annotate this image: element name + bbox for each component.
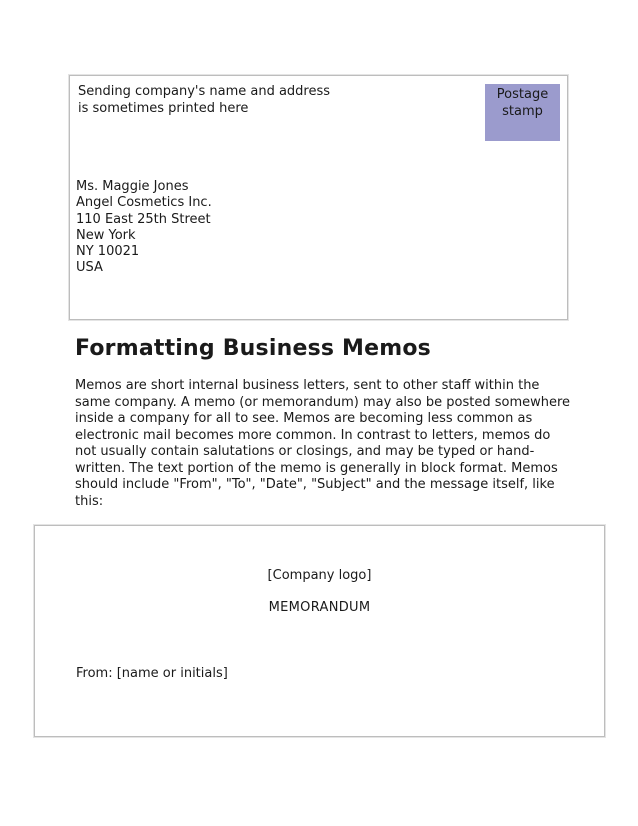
memo-example xyxy=(34,525,605,737)
address-line: New York xyxy=(76,227,136,243)
address-line: Angel Cosmetics Inc. xyxy=(76,195,212,211)
address-line: USA xyxy=(76,260,103,276)
recipient-address xyxy=(76,179,212,277)
address-line: NY 10021 xyxy=(76,244,140,260)
body-paragraph: Memos are short internal business letters, sent to other staff within the same company. A memo (or memorandum) may also be posted somewhere inside a company for all to see. Memos are becoming less common as electronic mail becomes more common. In contrast to letters, memos do not usually contain salutations or closings, and may be typed or hand-written. The text portion of the memo is generally in block format. Memos should include "From", "To", "Date", "Subject" and the message itself, like this: xyxy=(75,378,571,509)
page-title: Formatting Business Memos xyxy=(75,336,431,361)
postage-stamp: Postage stamp xyxy=(485,84,560,141)
memo-from-line: From: [name or initials] xyxy=(76,666,228,681)
address-line: Ms. Maggie Jones xyxy=(76,179,189,194)
memo-logo-placeholder: [Company logo] xyxy=(267,568,372,583)
address-line: 110 East 25th Street xyxy=(76,211,211,227)
envelope xyxy=(69,75,568,320)
memo-heading: MEMORANDUM xyxy=(268,600,371,615)
sender-note: Sending company's name and address is sometimes printed here xyxy=(78,84,331,116)
